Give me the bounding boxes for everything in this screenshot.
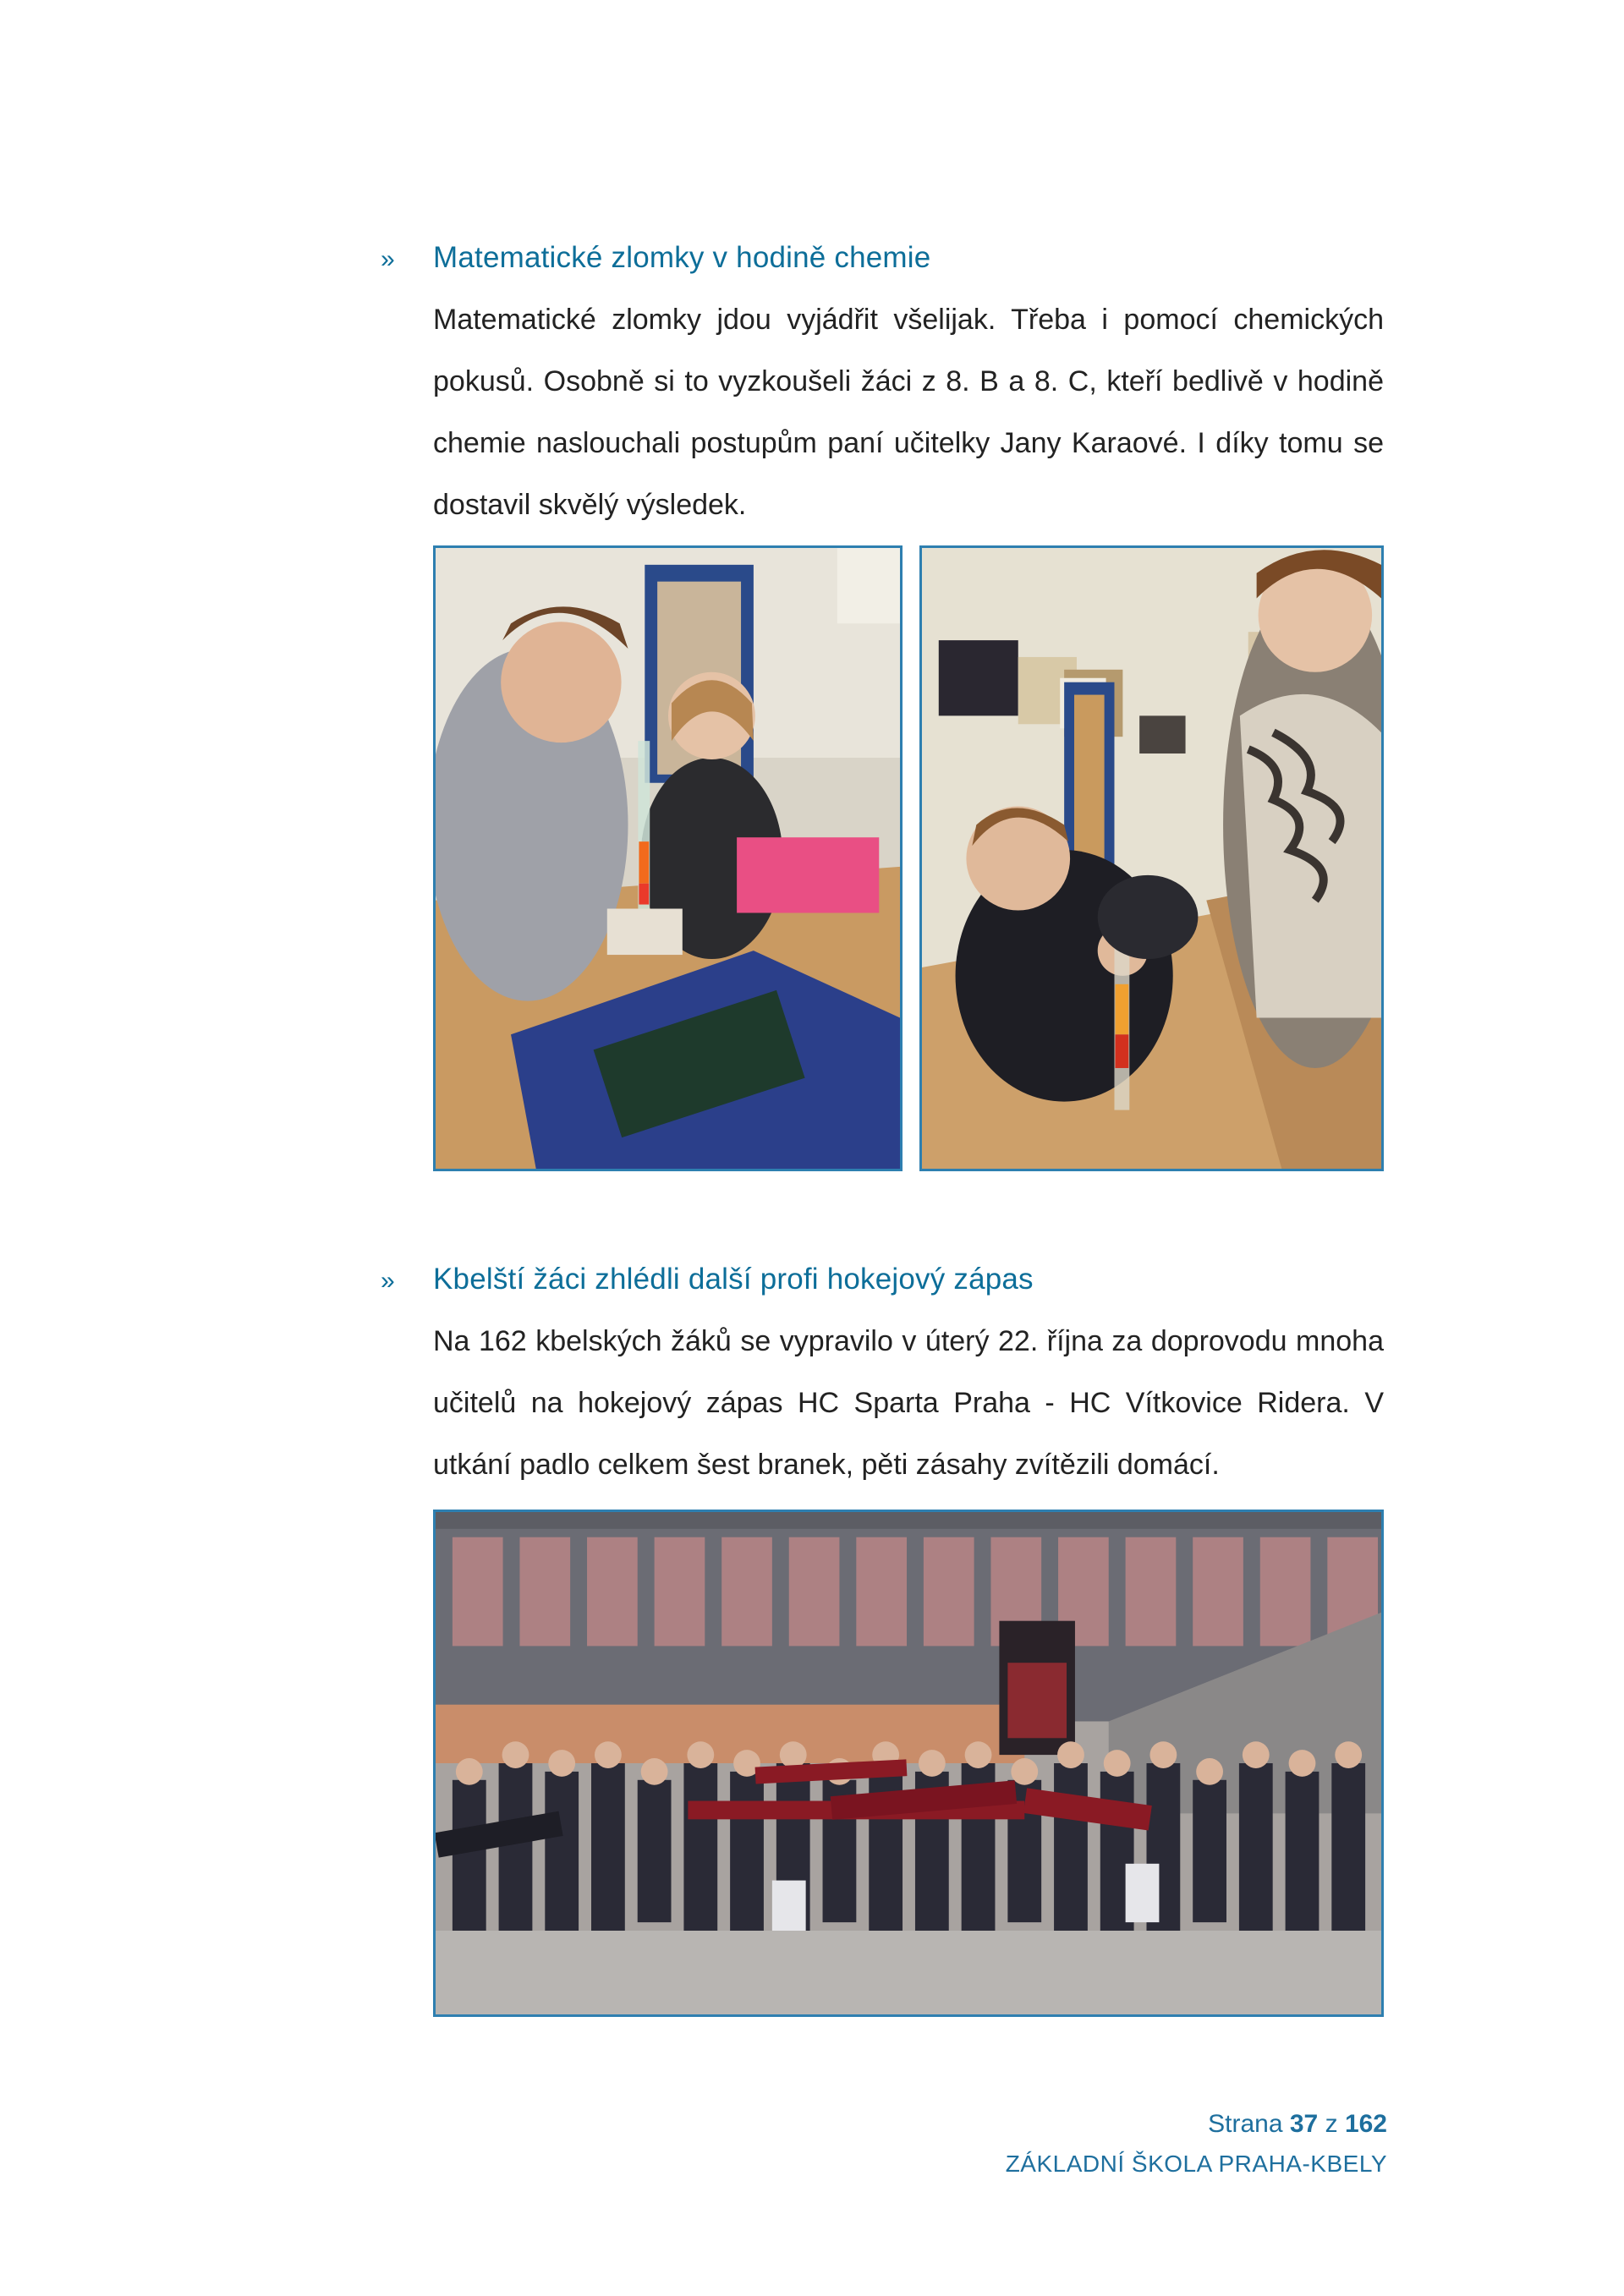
page-current: 37 (1289, 2110, 1319, 2138)
bullet-icon: » (381, 245, 395, 273)
article-hockey (381, 1256, 1384, 2034)
section-title: Matematické zlomky v hodině chemie (433, 241, 931, 274)
bullet-icon: » (381, 1267, 395, 1295)
page-total: 162 (1344, 2110, 1387, 2138)
section-heading (381, 1263, 1034, 1296)
page-separator: z (1325, 2110, 1338, 2138)
section-title: Kbelští žáci zhlédli další profi hokejový zápas (433, 1263, 1034, 1296)
section-heading (381, 241, 930, 275)
page-number (1208, 2110, 1387, 2139)
page-prefix: Strana (1208, 2110, 1283, 2138)
article-chemistry (381, 233, 1384, 1180)
section-body: Matematické zlomky jdou vyjádřit všelijak. Třeba i pomocí chemických pokusů. Osobně si to vyzkoušeli žáci z 8. B a 8. C, kteří bedlivě v hodině chemie naslouchali postupům paní učitelky Jany Karaové. I díky tomu se dostavil skvělý výsledek. (433, 304, 1384, 521)
school-name: ZÁKLADNÍ ŠKOLA PRAHA-KBELY (1005, 2151, 1387, 2177)
photo-chemistry-right (919, 545, 1384, 1171)
section-body: Na 162 kbelských žáků se vypravilo v úterý 22. října za doprovodu mnoha učitelů na hokejový zápas HC Sparta Praha - HC Vítkovice Ridera. V utkání padlo celkem šest branek, pěti zásahy zvítězili domácí. (433, 1325, 1384, 1481)
photo-hockey-group (433, 1510, 1384, 2017)
photo-chemistry-left (433, 545, 903, 1171)
